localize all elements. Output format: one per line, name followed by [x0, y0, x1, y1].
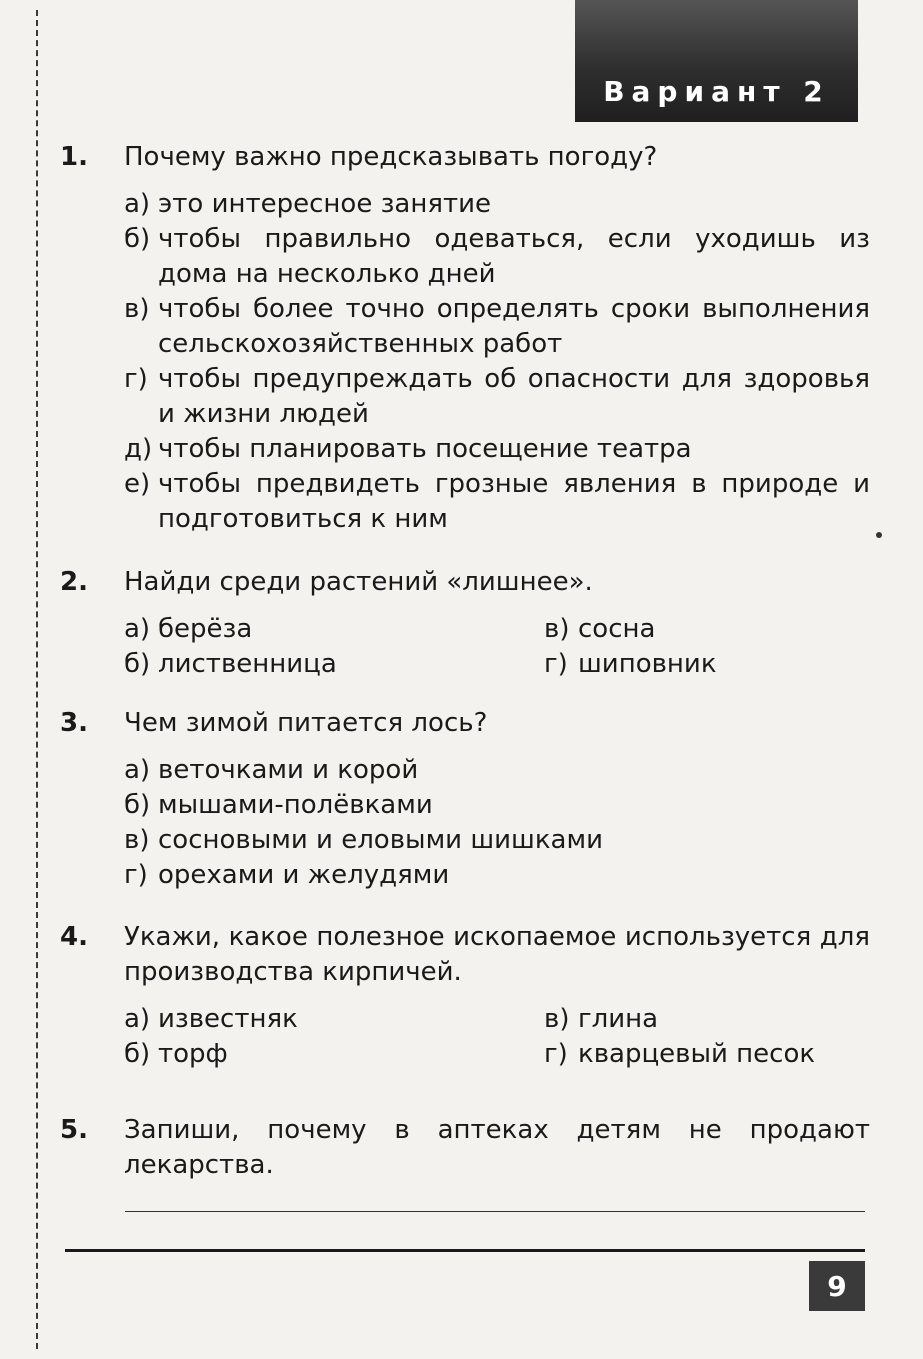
question-text: Запиши, почему в аптеках детям не продают лекарства.	[124, 1115, 870, 1180]
answer-option[interactable]	[544, 1037, 904, 1072]
question-number: 5.	[60, 1115, 88, 1145]
answer-text: глина	[578, 1004, 659, 1034]
answer-option[interactable]	[544, 612, 904, 647]
answer-option[interactable]	[544, 1002, 904, 1037]
question-number: 1.	[60, 142, 88, 172]
answer-letter: д)	[124, 434, 153, 464]
question-5	[60, 1113, 870, 1183]
answer-letter: в)	[124, 294, 150, 324]
answer-text: сосна	[578, 614, 656, 644]
answer-text: сосновыми и еловыми шишками	[158, 825, 603, 855]
answer-text: чтобы предвидеть грозные явления в природе и подготовиться к ним	[158, 469, 870, 534]
answer-write-line[interactable]	[125, 1211, 865, 1212]
answer-list	[124, 187, 870, 537]
answer-option[interactable]	[124, 753, 870, 788]
answer-option[interactable]	[124, 823, 870, 858]
question-1	[60, 140, 870, 537]
answer-letter: а)	[124, 614, 151, 644]
variant-title: Вариант 2	[603, 75, 830, 108]
question-text: Чем зимой питается лось?	[124, 708, 488, 738]
answer-letter: а)	[124, 189, 151, 219]
answer-list	[124, 753, 870, 893]
answer-letter: а)	[124, 1004, 151, 1034]
answer-option[interactable]	[124, 1002, 544, 1037]
bottom-rule	[65, 1249, 865, 1252]
answer-option[interactable]	[124, 647, 544, 682]
answer-option[interactable]	[124, 612, 544, 647]
answer-text: берёза	[158, 614, 253, 644]
answer-option[interactable]	[124, 858, 870, 893]
answer-letter: б)	[124, 1039, 151, 1069]
answer-text: мышами-полёвками	[158, 790, 433, 820]
answer-text: чтобы правильно одеваться, если уходишь из дома на несколько дней	[158, 224, 870, 289]
answer-letter: б)	[124, 224, 151, 254]
answer-option[interactable]	[124, 362, 870, 432]
answer-letter: г)	[544, 1039, 568, 1069]
question-2	[60, 565, 870, 682]
question-4	[60, 920, 870, 1072]
question-text: Укажи, какое полезное ископаемое используется для производства кирпичей.	[124, 922, 870, 987]
print-dot	[876, 532, 882, 538]
question-text: Почему важно предсказывать погоду?	[124, 142, 658, 172]
answer-letter: е)	[124, 469, 151, 499]
page-number: 9	[809, 1261, 865, 1311]
variant-header	[575, 0, 858, 122]
answer-text: шиповник	[578, 649, 717, 679]
answer-text: чтобы более точно определять сроки выполнения сельскохозяйственных работ	[158, 294, 870, 359]
cut-line	[36, 10, 38, 1349]
answer-text: орехами и желудями	[158, 860, 450, 890]
question-text: Найди среди растений «лишнее».	[124, 567, 593, 597]
answer-grid	[124, 1002, 870, 1072]
answer-letter: а)	[124, 755, 151, 785]
answer-option[interactable]	[124, 187, 870, 222]
answer-letter: г)	[124, 860, 148, 890]
answer-option[interactable]	[124, 432, 870, 467]
answer-option[interactable]	[124, 222, 870, 292]
question-number: 2.	[60, 567, 88, 597]
answer-letter: в)	[124, 825, 150, 855]
answer-letter: г)	[544, 649, 568, 679]
answer-option[interactable]	[124, 1037, 544, 1072]
answer-text: торф	[158, 1039, 228, 1069]
answer-option[interactable]	[124, 292, 870, 362]
answer-text: лиственница	[158, 649, 337, 679]
answer-option[interactable]	[124, 788, 870, 823]
answer-grid	[124, 612, 870, 682]
question-number: 3.	[60, 708, 88, 738]
answer-letter: б)	[124, 649, 151, 679]
answer-letter: в)	[544, 614, 570, 644]
question-3	[60, 706, 870, 893]
answer-option[interactable]	[544, 647, 904, 682]
answer-text: это интересное занятие	[158, 189, 492, 219]
answer-text: известняк	[158, 1004, 298, 1034]
answer-option[interactable]	[124, 467, 870, 537]
answer-letter: г)	[124, 364, 148, 394]
answer-text: чтобы предупреждать об опасности для здоровья и жизни людей	[158, 364, 870, 429]
answer-text: кварцевый песок	[578, 1039, 816, 1069]
answer-text: чтобы планировать посещение театра	[158, 434, 692, 464]
answer-letter: в)	[544, 1004, 570, 1034]
answer-letter: б)	[124, 790, 151, 820]
answer-text: веточками и корой	[158, 755, 419, 785]
question-number: 4.	[60, 922, 88, 952]
